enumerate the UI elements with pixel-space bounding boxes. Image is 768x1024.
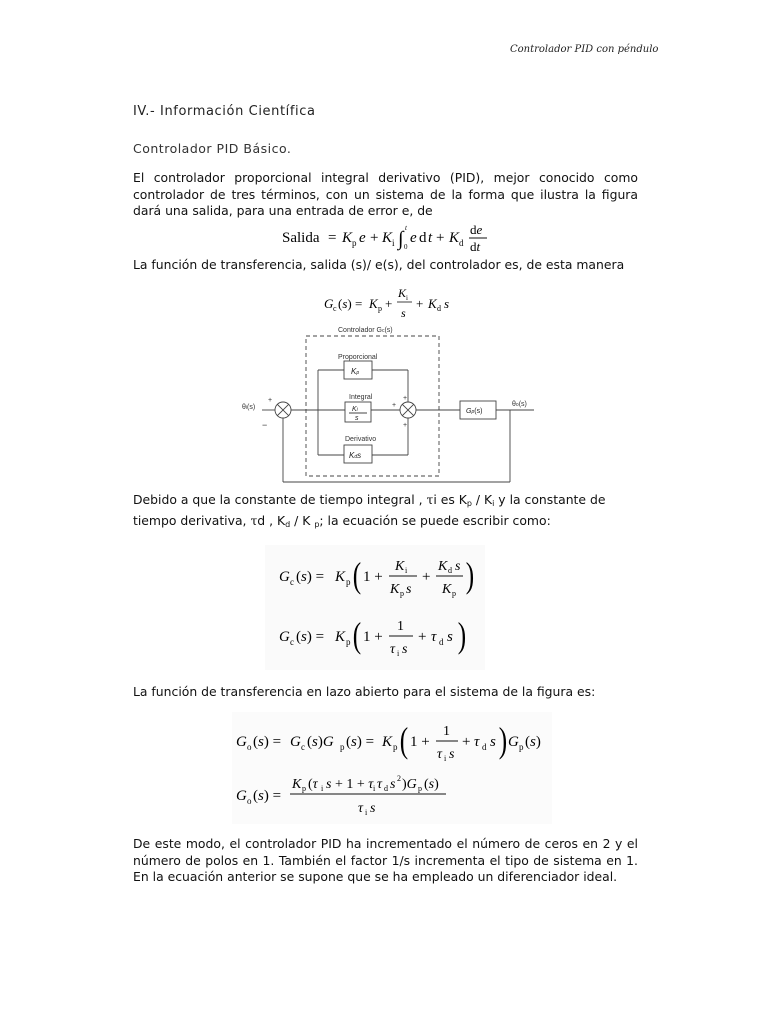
pid-equation-block [265,545,485,674]
svg-text:K: K [390,582,400,597]
svg-text:s: s [390,777,396,792]
svg-text:(s) =: (s) = [338,296,363,311]
svg-text:p: p [452,589,456,598]
svg-text:1 +: 1 + [363,569,383,585]
svg-text:o: o [247,742,252,752]
svg-text:K: K [292,777,302,792]
svg-text:)G: )G [402,777,417,792]
svg-text:s: s [355,415,359,422]
svg-text:+: + [416,296,424,311]
svg-text:+: + [385,296,393,311]
svg-text:i: i [444,754,447,763]
svg-text:(s) =: (s) = [253,788,282,804]
svg-text:o: o [247,796,252,806]
svg-text:(τ: (τ [308,777,318,792]
svg-text:s: s [447,629,453,645]
salida-label: Salida [282,230,320,246]
input-signal-label: θi(s) [242,404,256,411]
svg-text:s: s [402,642,408,657]
svg-text:K: K [335,569,346,585]
svg-text:s: s [444,296,450,311]
svg-text:): ) [498,719,508,761]
svg-text:Gp(s): Gp(s) [466,408,483,415]
svg-text:p: p [302,784,306,793]
svg-text:i: i [405,566,408,575]
svg-text:(s)G: (s)G [307,734,334,750]
svg-text:(: ( [352,554,362,596]
svg-text:−: − [262,420,268,430]
svg-text:(s): (s) [424,777,439,792]
svg-text:+: + [462,734,471,750]
svg-text:Ki: Ki [352,406,358,413]
svg-text:0: 0 [404,243,408,251]
svg-text:t: t [428,230,433,246]
svg-text:d: d [482,742,487,752]
intro-paragraph: El controlador proporcional integral derivativo (PID), mejor conocido como controlador de tres términos, con un sistema de la forma que ilustra la figura dará una salida, para una entrada de error e, de [133,170,638,218]
svg-text:2: 2 [397,774,401,783]
svg-text:c: c [301,742,305,752]
svg-text:+: + [370,230,379,246]
svg-text:τ: τ [431,629,437,645]
open-loop-equation-block [232,712,552,828]
integral-label: Integral [349,394,373,401]
svg-text:p: p [378,304,382,313]
svg-text:Kp: Kp [351,367,360,376]
svg-text:e: e [410,230,417,246]
summing-junction-1 [275,402,291,418]
svg-text:G: G [236,788,247,804]
svg-text:G: G [324,296,334,311]
svg-text:K: K [382,230,393,246]
svg-text:K: K [398,286,407,300]
time-constants-paragraph: Debido a que la constante de tiempo integral , τi es $K_p / K_i$ y la constante de tiempo derivativa, τd , $K_d$ / K $_p$; la ecuación se puede escribir como: [133,492,606,529]
svg-text:K: K [395,559,405,574]
subsection-title: Controlador PID Básico. [133,141,292,156]
svg-text:p: p [352,238,357,248]
svg-text:p: p [346,577,351,587]
conclusion-paragraph: De este modo, el controlador PID ha incrementado el número de ceros en 2 y el número de polos en 1. También el factor 1/s incrementa el tipo de sistema en 1. En la ecuación anterior se supone que se ha empleado un diferenciador ideal. [133,836,638,884]
svg-text:+: + [422,569,431,585]
svg-text:c: c [333,304,337,313]
svg-text:s: s [449,747,455,762]
svg-text:p: p [418,784,422,793]
svg-text:K: K [369,296,378,311]
svg-text:(s) =: (s) = [253,734,282,750]
svg-text:(s): (s) [525,734,541,750]
svg-text:): ) [465,554,475,596]
svg-text:K: K [428,296,437,311]
svg-text:K: K [335,629,346,645]
svg-text:dt: dt [470,239,481,254]
svg-text:de: de [470,222,483,237]
svg-text:+: + [403,422,408,429]
svg-text:d: d [384,784,388,793]
svg-text:s: s [370,801,376,816]
svg-text:p: p [340,742,345,752]
svg-text:): ) [457,614,467,656]
open-loop-intro: La función de transferencia en lazo abierto para el sistema de la figura es: [133,684,596,699]
svg-text:(s) =: (s) = [296,629,325,645]
svg-text:Kds: Kds [349,451,362,460]
svg-text:p: p [519,742,524,752]
summing-junction-2 [400,402,416,418]
svg-text:s: s [401,306,406,320]
svg-text:p: p [346,637,351,647]
svg-text:G: G [290,734,301,750]
svg-text:(: ( [399,719,409,761]
running-header: Controlador PID con péndulo [510,44,659,55]
svg-text:s + 1 + τ: s + 1 + τ [326,777,374,792]
section-title: IV.- Información Científica [133,104,316,119]
svg-text:d: d [448,566,452,575]
svg-text:d: d [439,637,444,647]
svg-text:d: d [419,230,427,246]
svg-text:s: s [406,582,412,597]
output-signal-label: θo(s) [512,401,527,408]
svg-text:1: 1 [397,619,404,634]
svg-text:τ: τ [358,801,364,816]
svg-text:i: i [321,784,324,793]
svg-text:∫: ∫ [398,228,404,250]
svg-text:d: d [459,238,464,248]
svg-text:+: + [436,230,445,246]
svg-text:G: G [508,734,519,750]
svg-text:K: K [342,230,353,246]
svg-text:G: G [236,734,247,750]
svg-text:+: + [418,629,427,645]
svg-text:i: i [397,649,400,658]
svg-text:(s) =: (s) = [346,734,375,750]
svg-text:i: i [406,294,408,302]
svg-text:c: c [290,577,294,587]
proportional-label: Proporcional [338,354,378,361]
svg-text:t: t [405,224,407,232]
svg-text:K: K [382,734,393,750]
svg-text:i: i [392,238,395,248]
controller-title: Controlador Gc(s) [338,327,393,334]
svg-text:(: ( [352,614,362,656]
svg-text:d: d [437,304,441,313]
pid-block-diagram [238,322,538,496]
svg-text:(s) =: (s) = [296,569,325,585]
svg-text:K: K [438,559,448,574]
svg-text:+: + [403,395,408,402]
svg-text:τ: τ [390,642,396,657]
svg-text:p: p [393,742,398,752]
svg-text:p: p [400,589,404,598]
svg-text:τ: τ [377,777,383,792]
svg-text:1 +: 1 + [410,734,430,750]
svg-text:τ: τ [437,747,443,762]
svg-text:G: G [279,629,290,645]
svg-text:τ: τ [474,734,480,750]
svg-text:1: 1 [443,724,450,739]
svg-text:e: e [359,230,366,246]
svg-text:s: s [455,559,461,574]
svg-text:c: c [290,637,294,647]
svg-text:i: i [365,808,368,817]
svg-text:K: K [442,582,452,597]
derivative-label: Derivativo [345,436,377,443]
svg-text:+: + [268,397,273,404]
output-equation [280,218,500,260]
svg-text:i: i [373,784,376,793]
svg-text:K: K [449,230,460,246]
svg-text:1 +: 1 + [363,629,383,645]
svg-text:s: s [490,734,496,750]
transfer-function-intro: La función de transferencia, salida (s)/ e(s), del controlador es, de esta manera [133,257,625,272]
equals-sign: = [328,230,337,246]
svg-text:+: + [392,402,397,409]
svg-text:G: G [279,569,290,585]
